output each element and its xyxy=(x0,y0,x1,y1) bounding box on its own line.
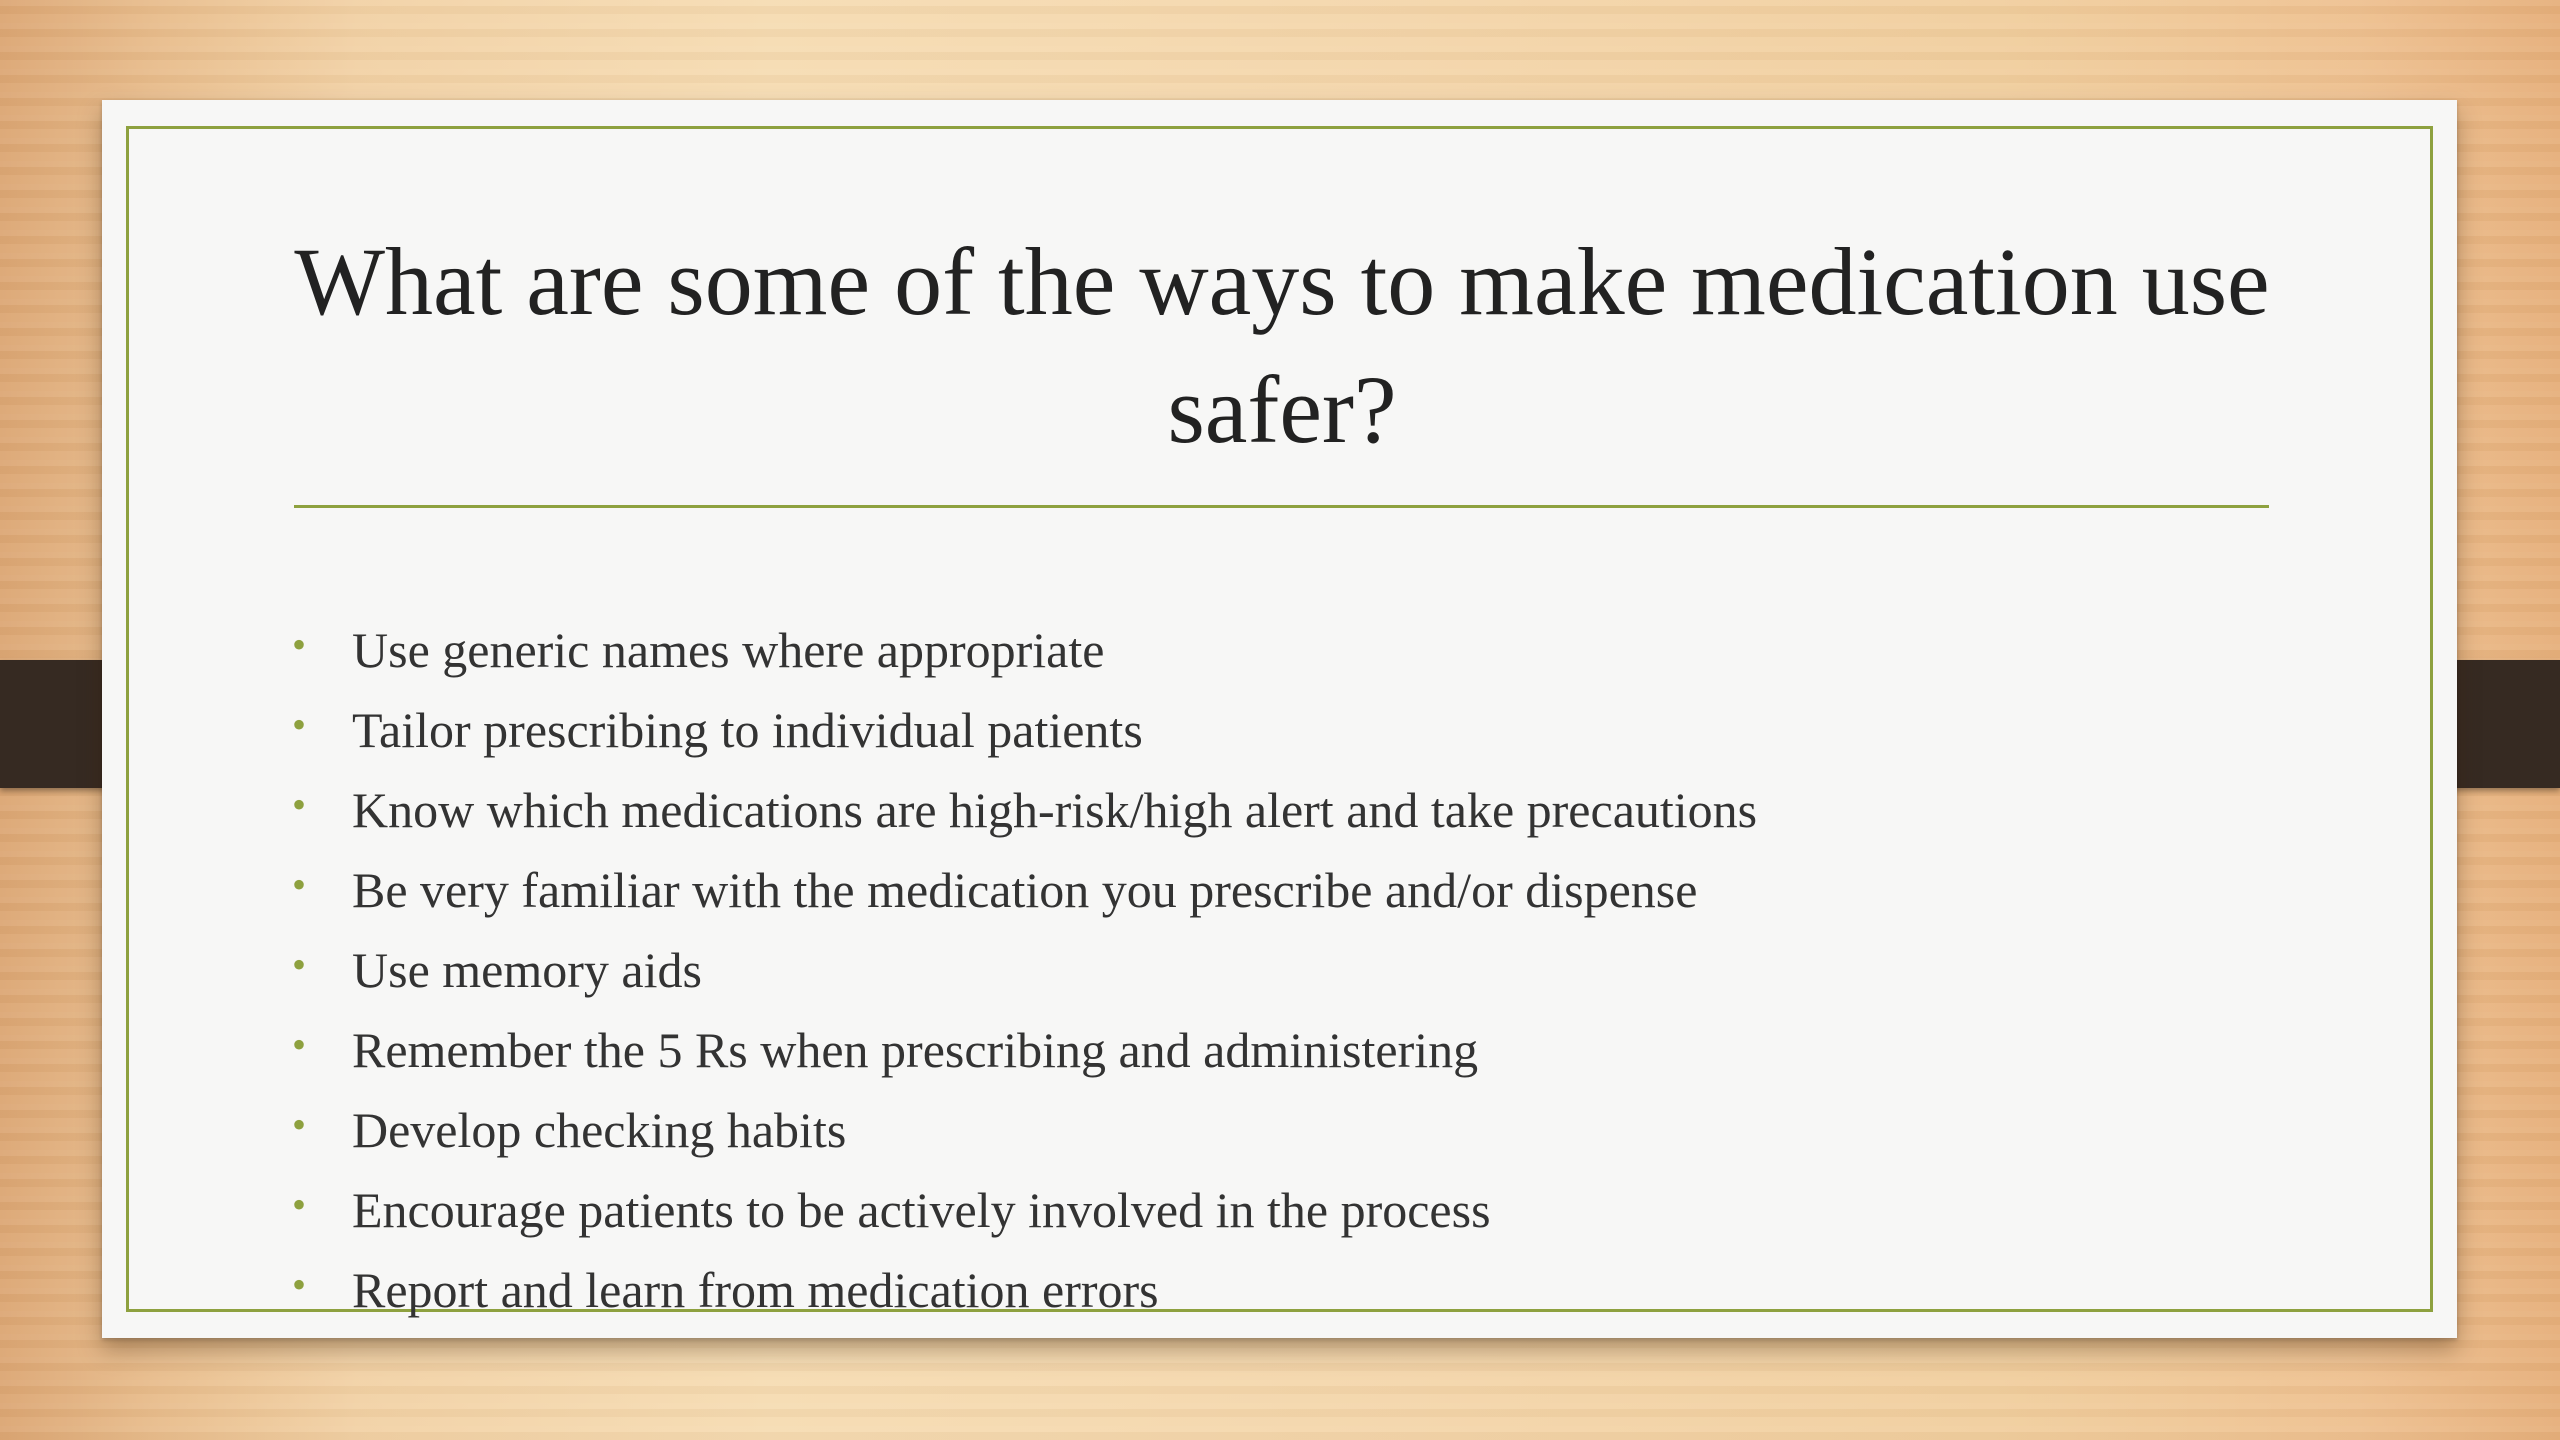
bullet-icon: • xyxy=(292,1022,307,1067)
bullet-text: Be very familiar with the medication you prescribe and/or dispense xyxy=(352,862,1698,918)
bullet-text: Report and learn from medication errors xyxy=(352,1262,1159,1318)
bullet-text: Use memory aids xyxy=(352,942,702,998)
bullet-icon: • xyxy=(292,1262,307,1307)
bullet-icon: • xyxy=(292,782,307,827)
bullet-text: Know which medications are high-risk/high alert and take precautions xyxy=(352,782,1758,838)
bullet-text: Develop checking habits xyxy=(352,1102,847,1158)
bullet-icon: • xyxy=(292,622,307,667)
bullet-icon: • xyxy=(292,1182,307,1227)
bullet-item xyxy=(292,1250,2242,1330)
bullet-text: Use generic names where appropriate xyxy=(352,622,1105,678)
slide-title: What are some of the ways to make medication use safer? xyxy=(294,228,2270,463)
bullet-item xyxy=(292,1170,2242,1250)
bullet-icon: • xyxy=(292,1102,307,1147)
bullet-item xyxy=(292,690,2242,770)
title-divider xyxy=(294,505,2269,508)
bullet-item xyxy=(292,1010,2242,1090)
bullet-icon: • xyxy=(292,702,307,747)
bullet-icon: • xyxy=(292,942,307,987)
bullet-item xyxy=(292,930,2242,1010)
bullet-icon: • xyxy=(292,862,307,907)
slide-paper xyxy=(102,100,2457,1338)
bullet-text: Encourage patients to be actively involved in the process xyxy=(352,1182,1491,1238)
bullet-item xyxy=(292,1090,2242,1170)
bullet-text: Remember the 5 Rs when prescribing and administering xyxy=(352,1022,1479,1078)
bullet-text: Tailor prescribing to individual patients xyxy=(352,702,1143,758)
bullet-item xyxy=(292,770,2242,850)
bullet-item xyxy=(292,610,2242,690)
bullet-item xyxy=(292,850,2242,930)
bullet-list xyxy=(292,610,2242,1330)
